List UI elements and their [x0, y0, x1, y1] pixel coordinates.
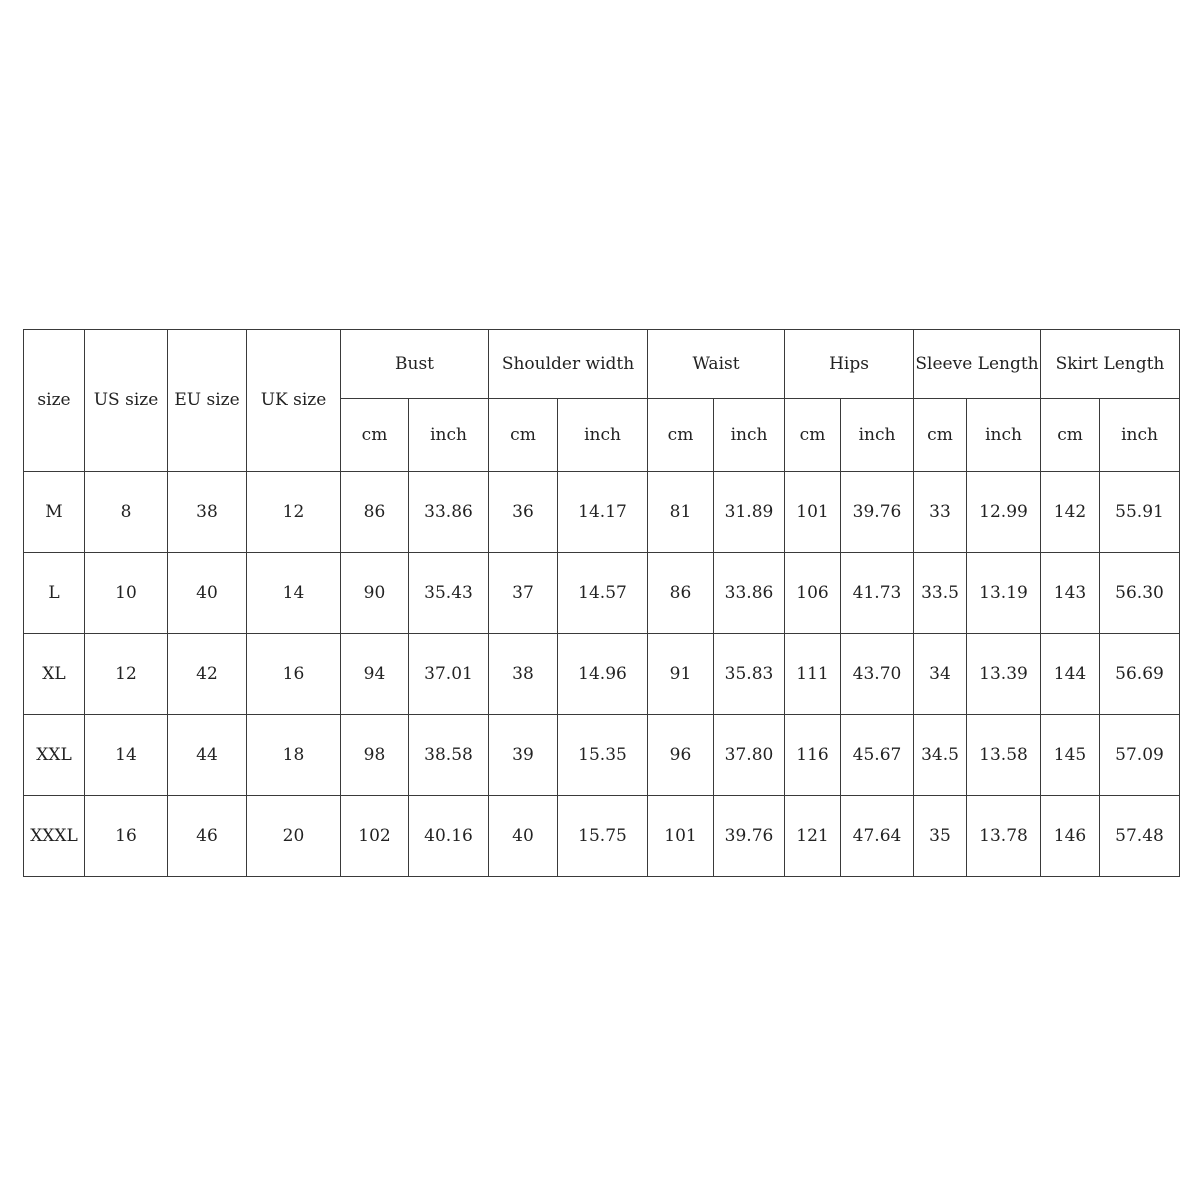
cell-inch: 41.73 — [841, 553, 914, 634]
cell-cm: 39 — [489, 715, 558, 796]
row-size: M — [24, 472, 85, 553]
cell-cm: 142 — [1041, 472, 1100, 553]
cell-cm: 94 — [341, 634, 409, 715]
cell-cm: 36 — [489, 472, 558, 553]
row-us-size: 12 — [85, 634, 168, 715]
cell-cm: 102 — [341, 796, 409, 877]
row-uk-size: 18 — [247, 715, 341, 796]
row-eu-size: 44 — [168, 715, 247, 796]
table-row — [24, 472, 1180, 553]
cell-inch: 12.99 — [967, 472, 1041, 553]
row-eu-size: 42 — [168, 634, 247, 715]
row-uk-size: 20 — [247, 796, 341, 877]
cell-inch: 13.19 — [967, 553, 1041, 634]
cell-cm: 91 — [648, 634, 714, 715]
cell-inch: 39.76 — [841, 472, 914, 553]
cell-inch: 55.91 — [1100, 472, 1180, 553]
unit-inch: inch — [714, 399, 785, 472]
cell-inch: 35.83 — [714, 634, 785, 715]
cell-cm: 34 — [914, 634, 967, 715]
cell-inch: 13.78 — [967, 796, 1041, 877]
cell-inch: 37.80 — [714, 715, 785, 796]
cell-inch: 56.30 — [1100, 553, 1180, 634]
row-size: XXXL — [24, 796, 85, 877]
cell-inch: 33.86 — [714, 553, 785, 634]
unit-inch: inch — [1100, 399, 1180, 472]
row-size: XXL — [24, 715, 85, 796]
cell-inch: 37.01 — [409, 634, 489, 715]
cell-inch: 31.89 — [714, 472, 785, 553]
table-row — [24, 634, 1180, 715]
cell-cm: 81 — [648, 472, 714, 553]
cell-inch: 33.86 — [409, 472, 489, 553]
cell-inch: 14.96 — [558, 634, 648, 715]
unit-inch: inch — [409, 399, 489, 472]
cell-cm: 96 — [648, 715, 714, 796]
cell-inch: 45.67 — [841, 715, 914, 796]
header-bust: Bust — [341, 330, 489, 399]
header-hips: Hips — [785, 330, 914, 399]
row-size: XL — [24, 634, 85, 715]
unit-cm: cm — [785, 399, 841, 472]
row-eu-size: 40 — [168, 553, 247, 634]
row-us-size: 14 — [85, 715, 168, 796]
row-uk-size: 12 — [247, 472, 341, 553]
header-waist: Waist — [648, 330, 785, 399]
cell-cm: 35 — [914, 796, 967, 877]
cell-inch: 14.57 — [558, 553, 648, 634]
cell-cm: 106 — [785, 553, 841, 634]
cell-cm: 86 — [341, 472, 409, 553]
cell-cm: 101 — [648, 796, 714, 877]
unit-cm: cm — [914, 399, 967, 472]
header-size: size — [24, 330, 85, 472]
unit-cm: cm — [489, 399, 558, 472]
unit-cm: cm — [1041, 399, 1100, 472]
cell-cm: 98 — [341, 715, 409, 796]
table-row — [24, 553, 1180, 634]
cell-inch: 56.69 — [1100, 634, 1180, 715]
row-us-size: 10 — [85, 553, 168, 634]
unit-cm: cm — [648, 399, 714, 472]
cell-cm: 38 — [489, 634, 558, 715]
cell-cm: 86 — [648, 553, 714, 634]
cell-inch: 35.43 — [409, 553, 489, 634]
cell-inch: 39.76 — [714, 796, 785, 877]
cell-cm: 90 — [341, 553, 409, 634]
size-chart-table — [23, 329, 1180, 877]
unit-cm: cm — [341, 399, 409, 472]
cell-cm: 111 — [785, 634, 841, 715]
cell-inch: 13.39 — [967, 634, 1041, 715]
cell-inch: 38.58 — [409, 715, 489, 796]
header-skirt-length: Skirt Length — [1041, 330, 1180, 399]
cell-cm: 143 — [1041, 553, 1100, 634]
cell-cm: 37 — [489, 553, 558, 634]
cell-inch: 57.09 — [1100, 715, 1180, 796]
table-row — [24, 715, 1180, 796]
header-eu-size: EU size — [168, 330, 247, 472]
unit-inch: inch — [841, 399, 914, 472]
header-uk-size: UK size — [247, 330, 341, 472]
row-size: L — [24, 553, 85, 634]
cell-inch: 14.17 — [558, 472, 648, 553]
header-us-size: US size — [85, 330, 168, 472]
header-shoulder-width: Shoulder width — [489, 330, 648, 399]
cell-inch: 43.70 — [841, 634, 914, 715]
header-sleeve-length: Sleeve Length — [914, 330, 1041, 399]
cell-cm: 40 — [489, 796, 558, 877]
row-eu-size: 46 — [168, 796, 247, 877]
cell-cm: 121 — [785, 796, 841, 877]
cell-cm: 101 — [785, 472, 841, 553]
cell-cm: 34.5 — [914, 715, 967, 796]
cell-cm: 33.5 — [914, 553, 967, 634]
cell-inch: 47.64 — [841, 796, 914, 877]
cell-cm: 116 — [785, 715, 841, 796]
cell-cm: 146 — [1041, 796, 1100, 877]
row-eu-size: 38 — [168, 472, 247, 553]
table-row — [24, 796, 1180, 877]
cell-inch: 15.75 — [558, 796, 648, 877]
cell-inch: 13.58 — [967, 715, 1041, 796]
row-uk-size: 16 — [247, 634, 341, 715]
cell-inch: 15.35 — [558, 715, 648, 796]
cell-inch: 40.16 — [409, 796, 489, 877]
unit-inch: inch — [967, 399, 1041, 472]
cell-cm: 145 — [1041, 715, 1100, 796]
cell-cm: 33 — [914, 472, 967, 553]
row-uk-size: 14 — [247, 553, 341, 634]
cell-cm: 144 — [1041, 634, 1100, 715]
header-row-groups — [24, 330, 1180, 399]
unit-inch: inch — [558, 399, 648, 472]
row-us-size: 8 — [85, 472, 168, 553]
cell-inch: 57.48 — [1100, 796, 1180, 877]
row-us-size: 16 — [85, 796, 168, 877]
